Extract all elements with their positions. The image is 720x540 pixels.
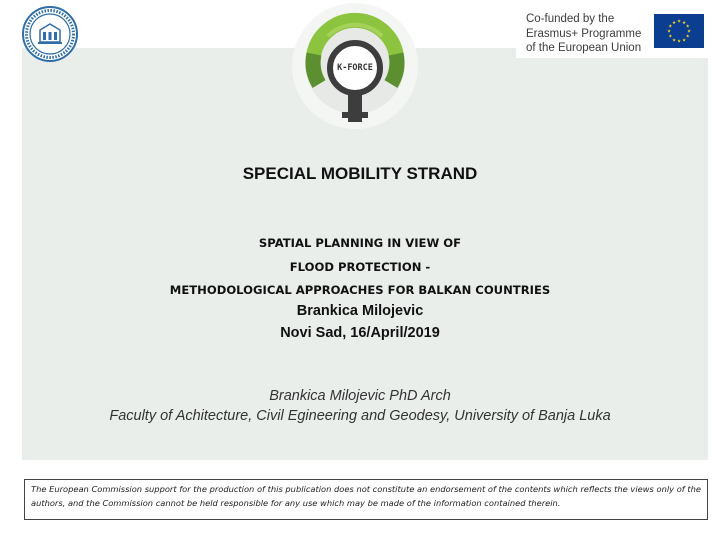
eu-star-icon: ★ (671, 20, 677, 26)
eu-line-3: of the European Union (526, 42, 642, 54)
main-title: SPECIAL MOBILITY STRAND (242, 164, 478, 183)
eu-line-2: Erasmus+ Programme (526, 27, 642, 40)
eu-star-icon: ★ (671, 38, 677, 44)
eu-disclaimer: The European Commission support for the production of this publication does not constitute an endorsement of the contents which reflects the views only of the authors, and the Commission cannot be held responsible for any use which may be made of the information contained therein. (24, 479, 708, 520)
presenter-name: Brankica Milojevic (296, 303, 424, 319)
university-seal-icon (22, 6, 78, 62)
eu-star-icon: ★ (676, 19, 682, 25)
k-force-logo-text: K-FORCE (337, 63, 373, 73)
eu-star-icon: ★ (676, 39, 682, 45)
place-date: Novi Sad, 16/April/2019 (280, 325, 440, 341)
eu-star-icon: ★ (685, 34, 690, 40)
eu-cofunding-banner (516, 8, 708, 58)
eu-star-icon: ★ (686, 29, 692, 35)
eu-star-icon: ★ (685, 24, 690, 30)
subtitle-line-2: FLOOD PROTECTION - (289, 260, 431, 274)
subtitle-line-3: METHODOLOGICAL APPROACHES FOR BALKAN COUNTRIES (169, 283, 551, 297)
subtitle-line-1: SPATIAL PLANNING IN VIEW OF (258, 236, 462, 250)
eu-star-icon: ★ (666, 29, 672, 35)
eu-star-icon: ★ (681, 38, 687, 44)
eu-star-icon: ★ (668, 24, 673, 30)
eu-star-icon: ★ (681, 20, 687, 26)
affiliation-line: Faculty of Achitecture, Civil Egineering and Geodesy, University of Banja Luka (109, 408, 611, 424)
author-line: Brankica Milojevic PhD Arch (269, 388, 451, 404)
eu-cofunding-text (526, 12, 641, 56)
eu-line-1: Co-funded by the (526, 13, 615, 25)
eu-star-icon: ★ (668, 34, 673, 40)
eu-flag-icon (654, 14, 704, 48)
